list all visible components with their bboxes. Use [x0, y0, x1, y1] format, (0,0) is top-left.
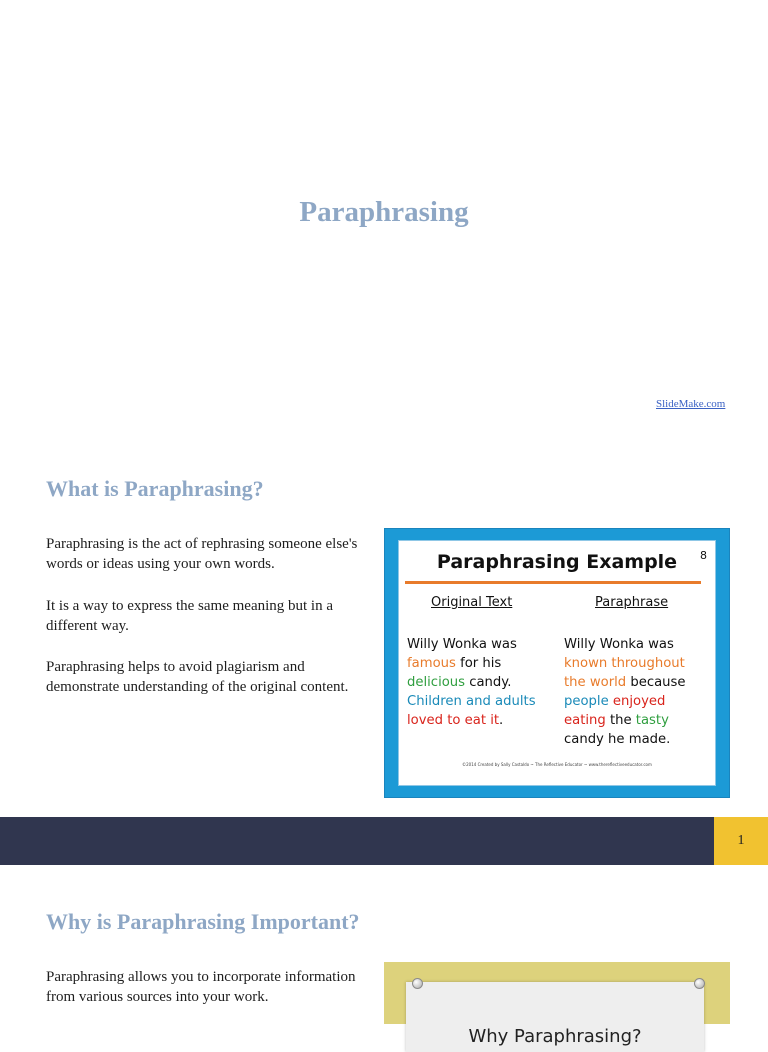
why-paraphrasing-image — [384, 962, 730, 1047]
plagiarism-paragraph: Paraphrasing helps to avoid plagiarism and demonstrate understanding of the original content. — [46, 659, 349, 695]
page-number: 1 — [737, 833, 745, 848]
original-text-line — [407, 692, 536, 711]
example-card-title: Paraphrasing Example — [436, 551, 678, 573]
what-is-heading: What is Paraphrasing? — [46, 476, 264, 501]
paraphrase-text-line — [564, 654, 686, 673]
footer-bar — [0, 817, 714, 865]
paraphrase-column — [564, 635, 686, 749]
paraphrasing-example-image — [384, 528, 730, 798]
meaning-paragraph: It is a way to express the same meaning but in a different way. — [46, 598, 334, 634]
incorporate-paragraph: Paraphrasing allows you to incorporate information from various sources into your work. — [46, 969, 356, 1005]
original-text-segment: candy. — [465, 675, 512, 690]
why-paraphrasing-title: Why Paraphrasing? — [468, 1026, 642, 1047]
example-card-divider — [405, 581, 701, 584]
pushpin-icon — [412, 978, 423, 989]
example-card — [398, 540, 716, 786]
original-text-line — [407, 711, 536, 730]
paraphrase-text-line — [564, 673, 686, 692]
paraphrase-text-segment: known throughout — [564, 656, 685, 671]
paraphrase-text-segment: the world — [564, 675, 627, 690]
original-text-segment: famous — [407, 656, 456, 671]
original-text-segment: . — [499, 713, 504, 728]
paraphrase-heading: Paraphrase — [595, 595, 669, 610]
original-text-segment: delicious — [407, 675, 466, 690]
pushpin-icon — [694, 978, 705, 989]
original-text-segment: Willy Wonka was — [407, 637, 517, 652]
paraphrase-text-segment: candy he made. — [564, 732, 671, 747]
paraphrase-text-line — [564, 711, 686, 730]
original-text-segment: Children and adults — [407, 694, 536, 709]
why-important-heading: Why is Paraphrasing Important? — [46, 909, 360, 934]
original-text-line — [407, 673, 536, 692]
definition-paragraph: Paraphrasing is the act of rephrasing someone else's words or ideas using your own words. — [46, 536, 358, 572]
pinned-paper — [406, 982, 704, 1052]
paraphrase-text-segment: because — [626, 675, 686, 690]
original-text-line — [407, 635, 536, 654]
paraphrase-text-line — [564, 730, 686, 749]
original-text-column — [407, 635, 536, 730]
page-number-box — [714, 817, 768, 865]
paraphrase-text-segment: people — [564, 694, 609, 709]
original-text-segment: loved to eat it — [407, 713, 500, 728]
paraphrase-text-segment: the — [605, 713, 636, 728]
slidemake-link[interactable]: SlideMake.com — [656, 398, 726, 410]
paraphrase-text-segment: tasty — [635, 713, 669, 728]
original-text-segment: for his — [455, 656, 502, 671]
paraphrase-text-line — [564, 692, 686, 711]
example-card-page-number: 8 — [700, 549, 707, 562]
paraphrase-text-segment: Willy Wonka was — [564, 637, 674, 652]
paraphrase-text-segment: enjoyed — [608, 694, 666, 709]
example-card-footer: ©2014 Created by Sally Castaldo ~ The Reflective Educator ~ www.thereflectiveeducator.com — [462, 762, 652, 767]
paraphrase-text-line — [564, 635, 686, 654]
paraphrase-text-segment: eating — [564, 713, 606, 728]
title-slide-heading: Paraphrasing — [299, 196, 469, 228]
original-text-line — [407, 654, 536, 673]
original-text-heading: Original Text — [431, 595, 513, 610]
